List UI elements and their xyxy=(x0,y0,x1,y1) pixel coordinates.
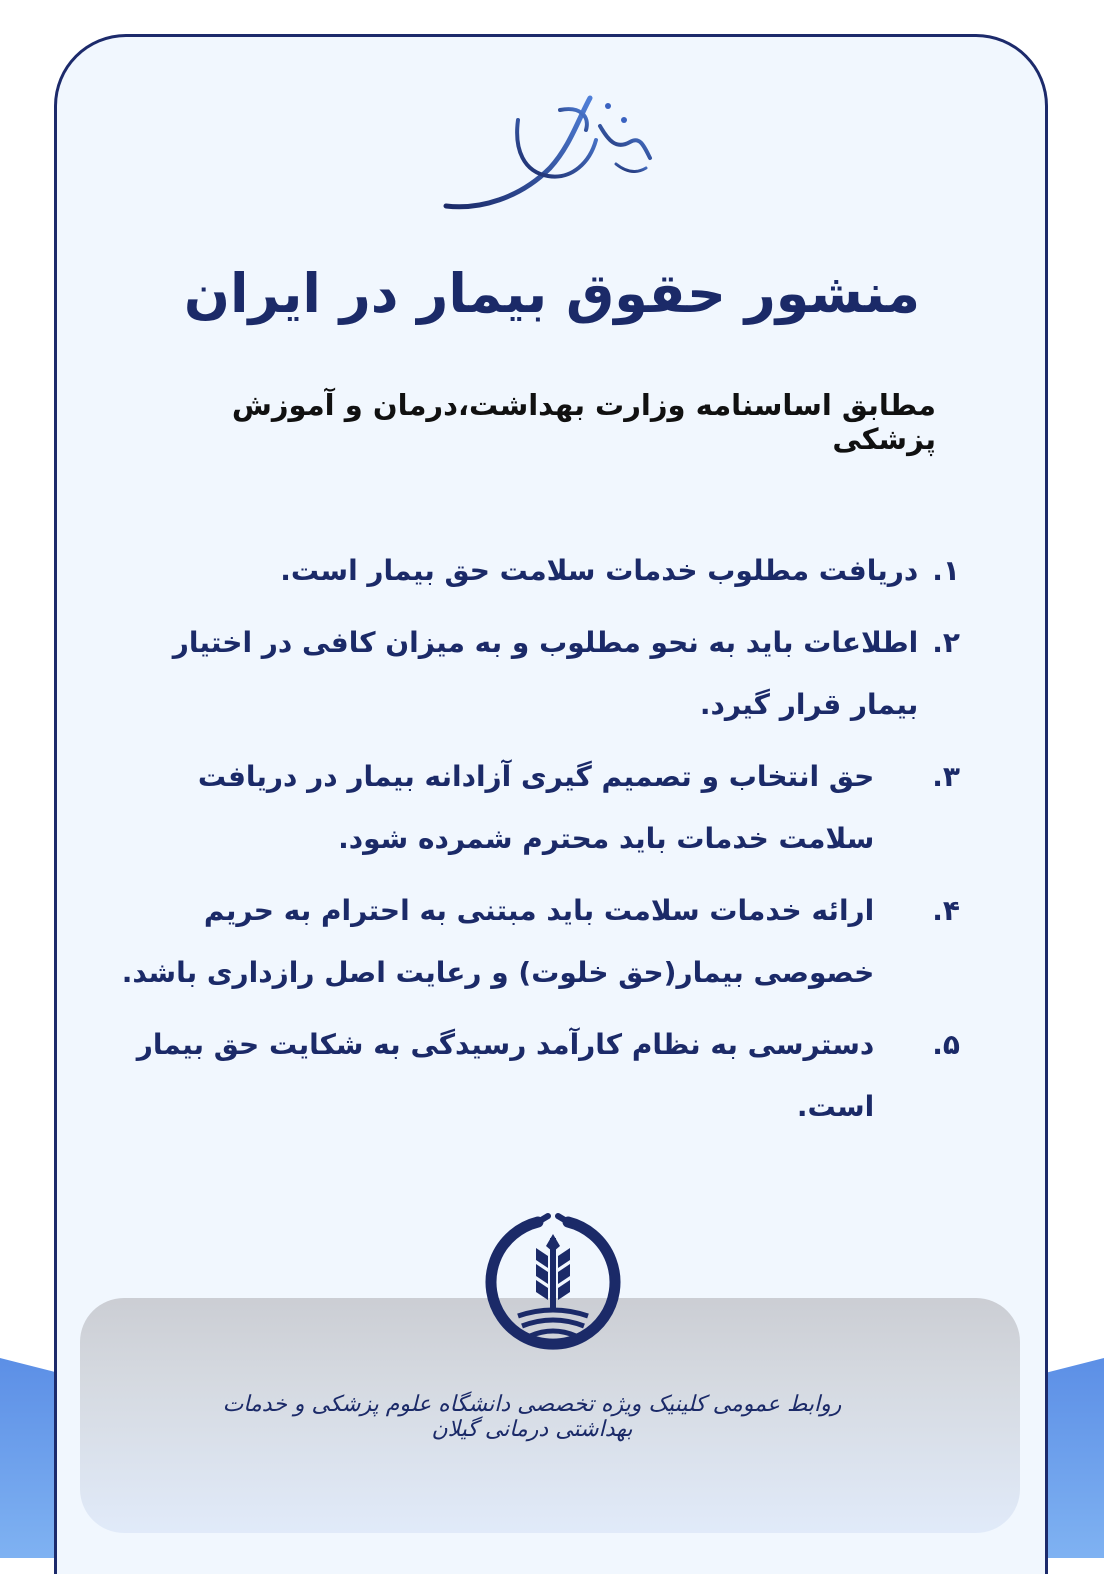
item-number: ۲. xyxy=(932,626,960,659)
list-item xyxy=(120,540,960,602)
list-item xyxy=(120,612,960,736)
list-item xyxy=(120,1014,960,1138)
rights-list xyxy=(120,540,960,1148)
page-subtitle: مطابق اساسنامه وزارت بهداشت،درمان و آموزش پزشکی xyxy=(231,388,936,456)
item-text: دسترسی به نظام کارآمد رسیدگی به شکایت حق بیمار است. xyxy=(136,1028,875,1123)
university-wheat-seal-icon xyxy=(482,1212,624,1354)
item-number: ۳. xyxy=(932,760,960,793)
footer-signature-text: روابط عمومی کلینیک ویژه تخصصی دانشگاه علوم پزشکی و خدمات بهداشتی درمانی گیلان xyxy=(222,1392,842,1442)
item-number: ۴. xyxy=(932,894,960,927)
item-text: حق انتخاب و تصمیم گیری آزادانه بیمار در دریافت سلامت خدمات باید محترم شمرده شود. xyxy=(197,760,875,855)
bismillah-calligraphy-logo xyxy=(440,80,660,220)
page-title: منشور حقوق بیمار در ایران xyxy=(183,262,921,325)
item-number: ۵. xyxy=(932,1028,960,1061)
item-text: دریافت مطلوب خدمات سلامت حق بیمار است. xyxy=(280,554,919,587)
item-text: اطلاعات باید به نحو مطلوب و به میزان کافی در اختیار بیمار قرار گیرد. xyxy=(172,626,919,721)
list-item xyxy=(120,746,960,870)
item-text: ارائه خدمات سلامت باید مبتنی به احترام به حریم خصوصی بیمار(حق خلوت) و رعایت اصل رازداری باشد. xyxy=(121,894,875,989)
list-item xyxy=(120,880,960,1004)
item-number: ۱. xyxy=(932,554,960,587)
